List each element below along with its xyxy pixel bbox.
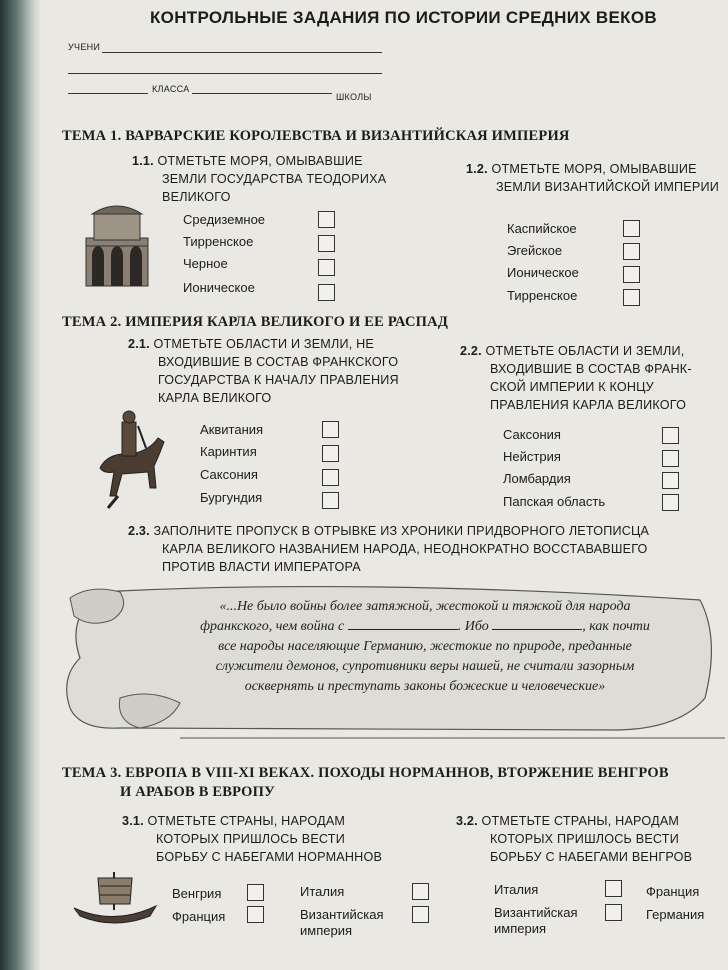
checkbox[interactable] — [322, 492, 339, 509]
topic-3-title-line-2: И АРАБОВ В ЕВРОПУ — [120, 784, 275, 800]
task-text: КАРЛА ВЕЛИКОГО — [158, 391, 272, 405]
option-label: Тирренское — [507, 288, 578, 303]
task-text: ОТМЕТЬТЕ СТРАНЫ, НАРОДАМ — [481, 814, 680, 828]
topic-1-title: ТЕМА 1. ВАРВАРСКИЕ КОРОЛЕВСТВА И ВИЗАНТИЙСКАЯ ИМПЕРИЯ — [62, 128, 570, 144]
task-text: ОТМЕТЬТЕ МОРЯ, ОМЫВАВШИЕ — [491, 162, 697, 176]
option-label: Бургундия — [200, 490, 263, 505]
checkbox[interactable] — [662, 427, 679, 444]
task-text: ОТМЕТЬТЕ ОБЛАСТИ И ЗЕМЛИ, НЕ — [153, 337, 375, 351]
checkbox[interactable] — [623, 289, 640, 306]
class-line[interactable] — [68, 93, 148, 94]
class-label: КЛАССА — [152, 84, 190, 94]
checkbox[interactable] — [247, 884, 264, 901]
checkbox[interactable] — [412, 883, 429, 900]
task-3-1 — [122, 812, 382, 866]
quote-text: франкского, чем война с — [200, 619, 345, 634]
school-line[interactable] — [192, 93, 332, 94]
student-name-line-2[interactable] — [68, 73, 382, 74]
checkbox[interactable] — [412, 906, 429, 923]
task-text: БОРЬБУ С НАБЕГАМИ ВЕНГРОВ — [490, 850, 693, 864]
option-label: Средиземное — [183, 212, 266, 227]
option-label: Тирренское — [183, 234, 254, 249]
horseman-statue-illustration — [88, 408, 168, 512]
checkbox[interactable] — [247, 906, 264, 923]
checkbox[interactable] — [318, 235, 335, 252]
checkbox[interactable] — [318, 211, 335, 228]
student-name-line[interactable] — [102, 52, 382, 53]
task-number: 3.1. — [122, 814, 144, 828]
task-number: 2.2. — [460, 344, 482, 358]
topic-2-title: ТЕМА 2. ИМПЕРИЯ КАРЛА ВЕЛИКОГО И ЕЕ РАСПАД — [62, 314, 448, 330]
option-label: Франция — [172, 909, 226, 924]
task-text: ВЕЛИКОГО — [162, 190, 231, 204]
checkbox[interactable] — [662, 494, 679, 511]
task-2-2 — [460, 342, 692, 414]
option-label: Италия — [300, 884, 345, 899]
blank-field-2[interactable] — [492, 629, 582, 630]
topic-3-title-line-1: ТЕМА 3. ЕВРОПА В VIII-XI ВЕКАХ. ПОХОДЫ НОРМАННОВ, ВТОРЖЕНИЕ ВЕНГРОВ — [62, 765, 669, 781]
task-text: ЗЕМЛИ ГОСУДАРСТВА ТЕОДОРИХА — [162, 172, 387, 186]
checkbox[interactable] — [605, 904, 622, 921]
task-1-2 — [466, 160, 719, 196]
option-label: Италия — [494, 882, 539, 897]
page-title: КОНТРОЛЬНЫЕ ЗАДАНИЯ ПО ИСТОРИИ СРЕДНИХ ВЕКОВ — [150, 8, 657, 27]
quote-line: «...Не было войны более затяжной, жестокой и тяжкой для народа — [219, 599, 631, 614]
option-label: Нейстрия — [503, 449, 561, 464]
quote-line: осквернять и преступать законы божеские и человеческие» — [244, 679, 606, 694]
checkbox[interactable] — [605, 880, 622, 897]
option-label: Венгрия — [172, 886, 222, 901]
task-number: 2.1. — [128, 337, 150, 351]
book-binding — [0, 0, 40, 970]
worksheet-page — [40, 0, 728, 970]
option-label: Ионическое — [507, 265, 579, 280]
task-text: ОТМЕТЬТЕ МОРЯ, ОМЫВАВШИЕ — [157, 154, 363, 168]
option-label: империя — [494, 921, 546, 936]
option-label: Германия — [646, 907, 705, 922]
quote-text: , как почти — [582, 619, 650, 634]
task-3-2 — [456, 812, 692, 866]
task-text: БОРЬБУ С НАБЕГАМИ НОРМАННОВ — [156, 850, 383, 864]
checkbox[interactable] — [623, 220, 640, 237]
task-text: ПРОТИВ ВЛАСТИ ИМПЕРАТОРА — [162, 560, 361, 574]
task-number: 1.2. — [466, 162, 488, 176]
student-label: УЧЕНИ — [68, 42, 101, 52]
option-label: Саксония — [200, 467, 258, 482]
task-text: ГОСУДАРСТВА К НАЧАЛУ ПРАВЛЕНИЯ — [158, 373, 399, 387]
option-label: Черное — [183, 256, 228, 271]
checkbox[interactable] — [662, 450, 679, 467]
task-text: КОТОРЫХ ПРИШЛОСЬ ВЕСТИ — [156, 832, 345, 846]
checkbox[interactable] — [318, 284, 335, 301]
viking-ship-illustration — [70, 868, 160, 928]
quote-line: служители демонов, супротивники веры нашей, не считали зазорным — [215, 659, 635, 674]
option-label: Эгейское — [507, 243, 563, 258]
task-2-1 — [128, 335, 399, 407]
option-label: Ломбардия — [503, 471, 571, 486]
task-text: ОТМЕТЬТЕ ОБЛАСТИ И ЗЕМЛИ, — [485, 344, 685, 358]
task-text: КАРЛА ВЕЛИКОГО НАЗВАНИЕМ НАРОДА, НЕОДНОКРАТНО ВОССТАВАВШЕГО — [162, 542, 648, 556]
task-1-1 — [132, 152, 386, 206]
task-number: 2.3. — [128, 524, 150, 538]
option-label: Ионическое — [183, 280, 255, 295]
option-label: Саксония — [503, 427, 561, 442]
task-text: ВХОДИВШИЕ В СОСТАВ ФРАНКСКОГО — [158, 355, 399, 369]
quote-line — [145, 617, 705, 637]
checkbox[interactable] — [623, 243, 640, 260]
checkbox[interactable] — [322, 469, 339, 486]
school-label: ШКОЛЫ — [336, 92, 372, 102]
mausoleum-illustration — [76, 196, 156, 288]
checkbox[interactable] — [318, 259, 335, 276]
option-label: Каспийское — [507, 221, 577, 236]
option-label: империя — [300, 923, 352, 938]
task-text: ПРАВЛЕНИЯ КАРЛА ВЕЛИКОГО — [490, 398, 687, 412]
task-text: СКОЙ ИМПЕРИИ К КОНЦУ — [490, 380, 654, 394]
checkbox[interactable] — [623, 266, 640, 283]
quote-text: . Ибо — [457, 619, 489, 634]
task-number: 3.2. — [456, 814, 478, 828]
option-label: Папская область — [503, 494, 606, 509]
checkbox[interactable] — [322, 421, 339, 438]
option-label: Франция — [646, 884, 700, 899]
checkbox[interactable] — [662, 472, 679, 489]
task-text: КОТОРЫХ ПРИШЛОСЬ ВЕСТИ — [490, 832, 679, 846]
task-text: ЗЕМЛИ ВИЗАНТИЙСКОЙ ИМПЕРИИ — [496, 180, 719, 194]
quote-line: все народы населяющие Германию, жестокие по природе, преданные — [218, 639, 632, 654]
chronicle-quote — [145, 597, 705, 697]
option-label: Каринтия — [200, 444, 257, 459]
task-text: ЗАПОЛНИТЕ ПРОПУСК В ОТРЫВКЕ ИЗ ХРОНИКИ ПРИДВОРНОГО ЛЕТОПИСЦА — [153, 524, 650, 538]
checkbox[interactable] — [322, 445, 339, 462]
option-label: Византийская — [300, 907, 384, 922]
blank-field-1[interactable] — [348, 629, 458, 630]
task-number: 1.1. — [132, 154, 154, 168]
task-text: ВХОДИВШИЕ В СОСТАВ ФРАНК- — [490, 362, 692, 376]
task-text: ОТМЕТЬТЕ СТРАНЫ, НАРОДАМ — [147, 814, 346, 828]
option-label: Византийская — [494, 905, 578, 920]
option-label: Аквитания — [200, 422, 264, 437]
task-2-3 — [128, 522, 649, 576]
